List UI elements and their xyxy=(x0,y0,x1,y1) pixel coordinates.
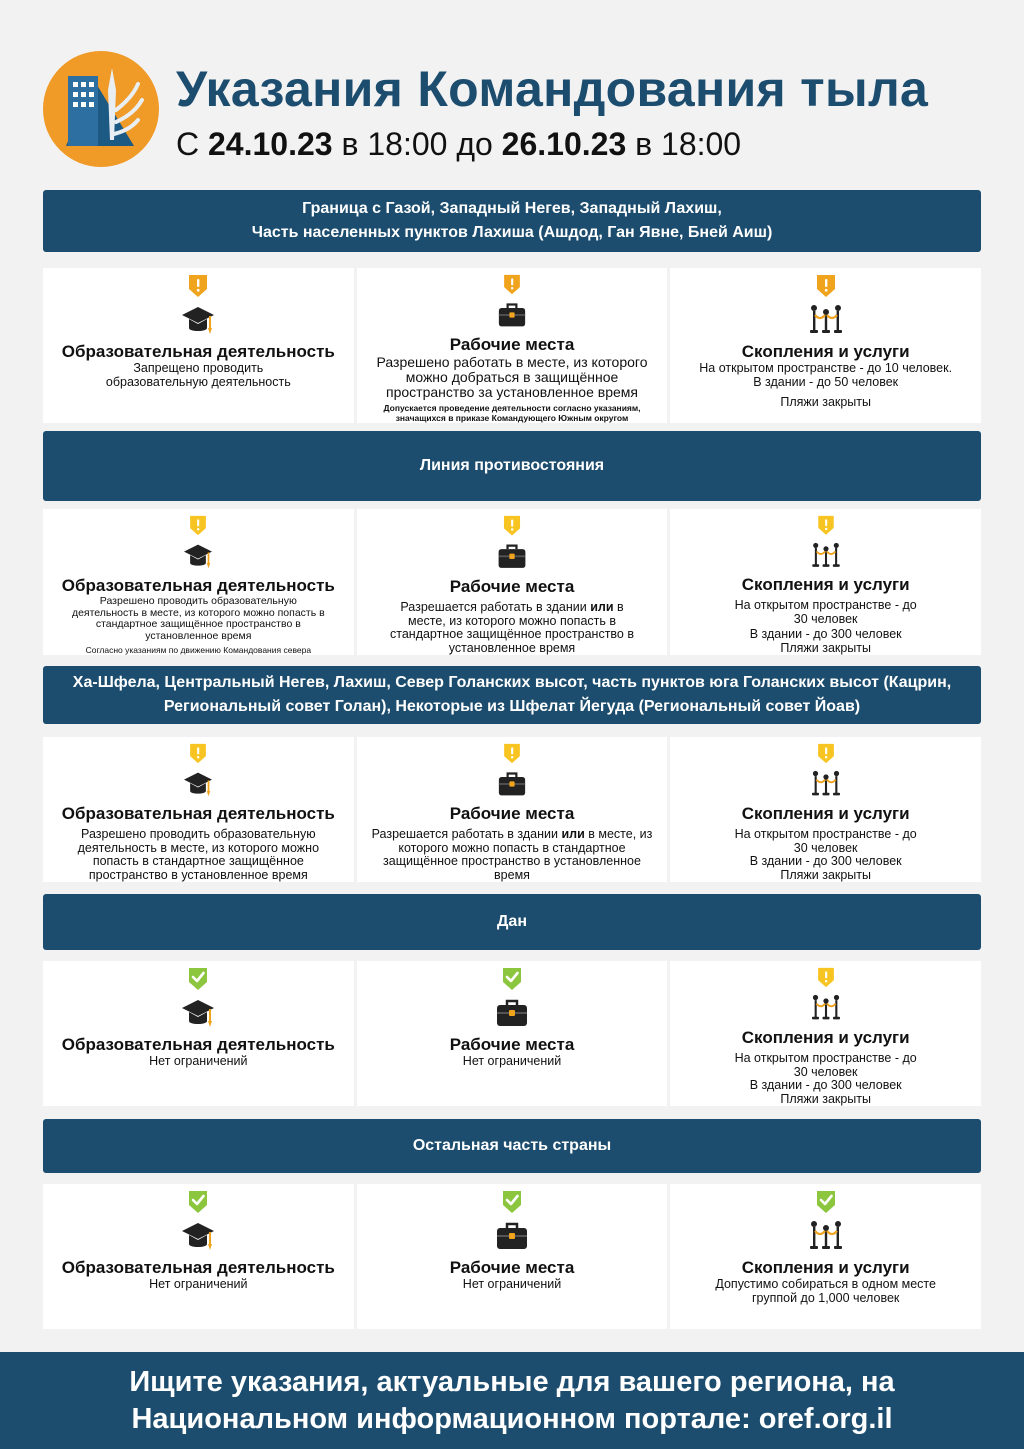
check-green-icon xyxy=(187,967,209,991)
gatherings-card: Скопления и услуги На открытом пространстве - до 30 человек В здании - до 300 человек Пляжи закрыты xyxy=(670,737,981,882)
briefcase-icon xyxy=(495,301,529,329)
warning-yellow-icon xyxy=(501,743,523,764)
card-title: Рабочие места xyxy=(449,1035,575,1054)
region-banner-gaza-border: Граница с Газой, Западный Негев, Западный Лахиш, Часть населенных пунктов Лахиша (Ашдод, Ган Явне, Бней Аиш) xyxy=(43,190,981,252)
warning-yellow-icon xyxy=(815,967,837,988)
region-banner-shfela: Ха-Шфела, Центральный Негев, Лахиш, Север Голанских высот, часть пунктов юга Голанских высот (Кацрин, Региональный совет Голан), Некоторые из Шфелат Йегуда (Региональный совет Йоав) xyxy=(43,666,981,724)
warning-orange-icon xyxy=(815,274,837,298)
region-row-dan xyxy=(43,961,981,1106)
region-row-confrontation-line xyxy=(43,509,981,655)
briefcase-icon xyxy=(495,997,529,1029)
briefcase-icon xyxy=(495,1220,529,1252)
check-green-icon xyxy=(501,967,523,991)
warning-yellow-icon xyxy=(815,743,837,764)
warning-yellow-icon xyxy=(815,515,837,536)
card-title: Образовательная деятельность xyxy=(61,1258,335,1277)
region-row-gaza-border xyxy=(43,268,981,423)
gatherings-card: Скопления и услуги Допустимо собираться в одном месте группой до 1,000 человек xyxy=(670,1184,981,1329)
end-date: 26.10.23 xyxy=(501,126,627,162)
crowd-barrier-icon xyxy=(809,1220,843,1252)
gatherings-card: Скопления и услуги На открытом пространстве - до 30 человек В здании - до 300 человек Пляжи закрыты xyxy=(670,961,981,1106)
education-card: Образовательная деятельность Нет ограничений xyxy=(43,1184,354,1329)
card-title: Рабочие места xyxy=(449,1258,575,1277)
card-title: Скопления и услуги xyxy=(741,342,910,361)
region-banner-rest-of-country: Остальная часть страны xyxy=(43,1119,981,1173)
card-title: Скопления и услуги xyxy=(741,1028,910,1047)
region-banner-dan: Дан xyxy=(43,894,981,950)
education-card: Образовательная деятельность Запрещено проводить образовательную деятельность xyxy=(43,268,354,423)
graduation-cap-icon xyxy=(181,1220,215,1252)
education-card: Образовательная деятельность Разрешено проводить образовательную деятельность в месте, из которого можно попасть в стандартное защищённое пространство в установленное время xyxy=(43,737,354,882)
workplaces-card: Рабочие места Разрешается работать в здании или в месте, из которого можно попасть в стандартное защищённое пространство в установленное время xyxy=(357,509,668,655)
card-title: Рабочие места xyxy=(449,804,575,823)
workplaces-card: Рабочие места Разрешено работать в месте, из которого можно добраться в защищённое пространство за установленное время Допускается проведение деятельности согласно указаниям, значащихся в приказе Командующего Южным округом xyxy=(357,268,668,423)
crowd-barrier-icon xyxy=(809,542,843,569)
graduation-cap-icon xyxy=(181,542,215,570)
graduation-cap-icon xyxy=(181,304,215,336)
card-title: Рабочие места xyxy=(449,577,575,596)
footer-portal-notice: Ищите указания, актуальные для вашего региона, на Национальном информационном портале: oref.org.il xyxy=(0,1352,1024,1449)
education-card: Образовательная деятельность Нет ограничений xyxy=(43,961,354,1106)
crowd-barrier-icon xyxy=(809,994,843,1022)
region-banner-confrontation-line: Линия противостояния xyxy=(43,431,981,501)
briefcase-icon xyxy=(495,770,529,798)
card-title: Образовательная деятельность xyxy=(61,804,335,823)
warning-yellow-icon xyxy=(187,515,209,536)
card-title: Образовательная деятельность xyxy=(61,342,335,361)
region-row-rest-of-country xyxy=(43,1184,981,1329)
workplaces-card: Рабочие места Разрешается работать в здании или в месте, из которого можно попасть в стандартное защищённое пространство в установленное время xyxy=(357,737,668,882)
card-title: Скопления и услуги xyxy=(741,575,910,594)
crowd-barrier-icon xyxy=(809,770,843,798)
card-title: Образовательная деятельность xyxy=(61,1035,335,1054)
graduation-cap-icon xyxy=(181,997,215,1029)
card-title: Скопления и услуги xyxy=(741,1258,910,1277)
warning-yellow-icon xyxy=(501,515,523,536)
check-green-icon xyxy=(501,1190,523,1214)
card-title: Рабочие места xyxy=(449,335,575,354)
check-green-icon xyxy=(815,1190,837,1214)
gatherings-card: Скопления и услуги На открытом пространстве - до 10 человек. В здании - до 50 человек Пляжи закрыты xyxy=(670,268,981,423)
gatherings-card: Скопления и услуги На открытом пространстве - до 30 человек В здании - до 300 человек Пляжи закрыты xyxy=(670,509,981,655)
workplaces-card: Рабочие места Нет ограничений xyxy=(357,961,668,1106)
start-date: 24.10.23 xyxy=(208,126,333,162)
crowd-barrier-icon xyxy=(809,304,843,336)
region-row-shfela xyxy=(43,737,981,882)
card-title: Скопления и услуги xyxy=(741,804,910,823)
briefcase-icon xyxy=(495,542,529,571)
warning-orange-icon xyxy=(187,274,209,298)
page-title: Указания Командования тыла xyxy=(176,61,929,117)
check-green-icon xyxy=(187,1190,209,1214)
education-card: Образовательная деятельность Разрешено проводить образовательную деятельность в месте, из которого можно попасть в стандартное защищённое пространство в установленное время Согласно указаниям по движению Командования севера xyxy=(43,509,354,655)
home-front-command-logo xyxy=(42,50,160,168)
card-title: Образовательная деятельность xyxy=(61,576,335,595)
warning-yellow-icon xyxy=(187,743,209,764)
workplaces-card: Рабочие места Нет ограничений xyxy=(357,1184,668,1329)
validity-dates: С 24.10.23 в 18:00 до 26.10.23 в 18:00 xyxy=(176,126,742,162)
graduation-cap-icon xyxy=(181,770,215,798)
warning-orange-icon xyxy=(501,274,523,295)
